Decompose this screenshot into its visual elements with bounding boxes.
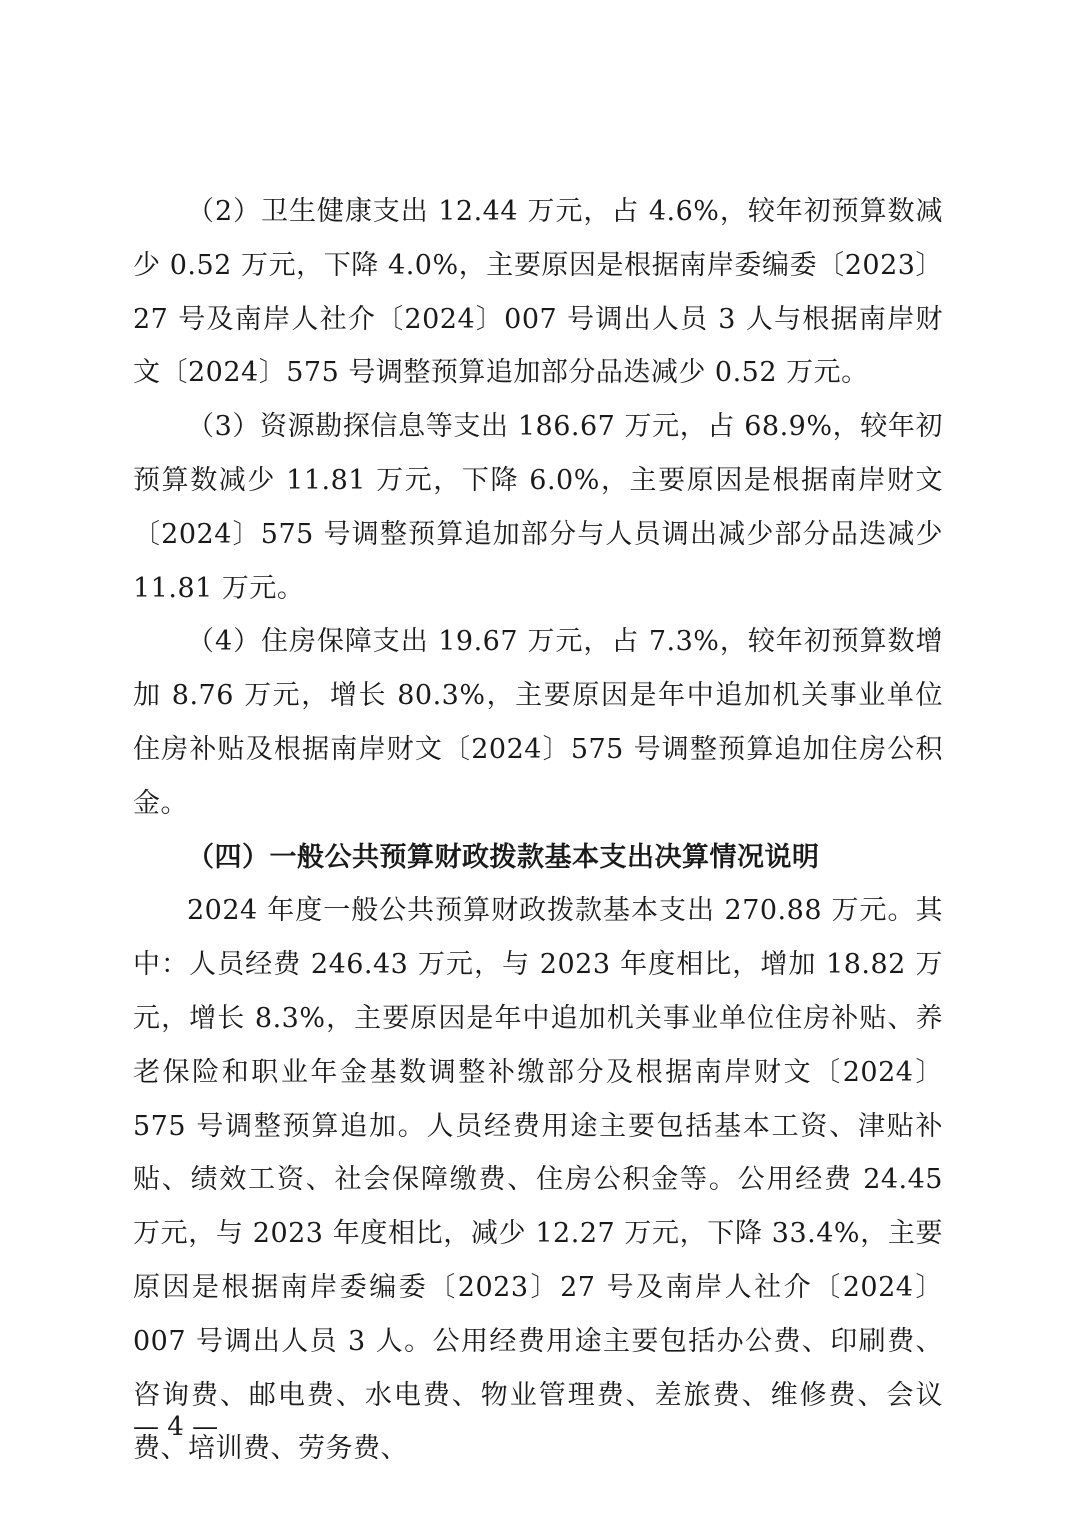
paragraph-basic-expenditure: 2024 年度一般公共预算财政拨款基本支出 270.88 万元。其中：人员经费 246.43 万元，与 2023 年度相比，增加 18.82 万元，增长 8.3%，主要原因是年中追加机关事业单位住房补贴、养老保险和职业年金基数调整补缴部分及根据南岸财文〔2024〕575 号调整预算追加。人员经费用途主要包括基本工资、津贴补贴、绩效工资、社会保障缴费、住房公积金等。公用经费 24.45 万元，与 2023 年度相比，减少 12.27 万元，下降 33.4%，主要原因是根据南岸委编委〔2023〕27 号及南岸人社介〔2024〕007 号调出人员 3 人。公用经费用途主要包括办公费、印刷费、咨询费、邮电费、水电费、物业管理费、差旅费、维修费、会议费、培训费、劳务费、 — [133, 895, 943, 1465]
page-number: — 4 — — [133, 1412, 219, 1442]
paragraph-housing-expenditure: （4）住房保障支出 19.67 万元，占 7.3%，较年初预算数增加 8.76 万元，增长 80.3%，主要原因是年中追加机关事业单位住房补贴及根据南岸财文〔2024〕575 号调整预算追加住房公积金。 — [133, 626, 943, 819]
paragraph-health-expenditure: （2）卫生健康支出 12.44 万元，占 4.6%，较年初预算数减少 0.52 万元，下降 4.0%，主要原因是根据南岸委编委〔2023〕27 号及南岸人社介〔2024〕007 号调出人员 3 人与根据南岸财文〔2024〕575 号调整预算追加部分品迭减少 0.52 万元。 — [133, 196, 943, 389]
document-body — [133, 185, 943, 1476]
section-heading: （四）一般公共预算财政拨款基本支出决算情况说明 — [187, 841, 820, 873]
paragraph-resource-expenditure: （3）资源勘探信息等支出 186.67 万元，占 68.9%，较年初预算数减少 11.81 万元，下降 6.0%，主要原因是根据南岸财文〔2024〕575 号调整预算追加部分与人员调出减少部分品迭减少 11.81 万元。 — [133, 411, 943, 604]
